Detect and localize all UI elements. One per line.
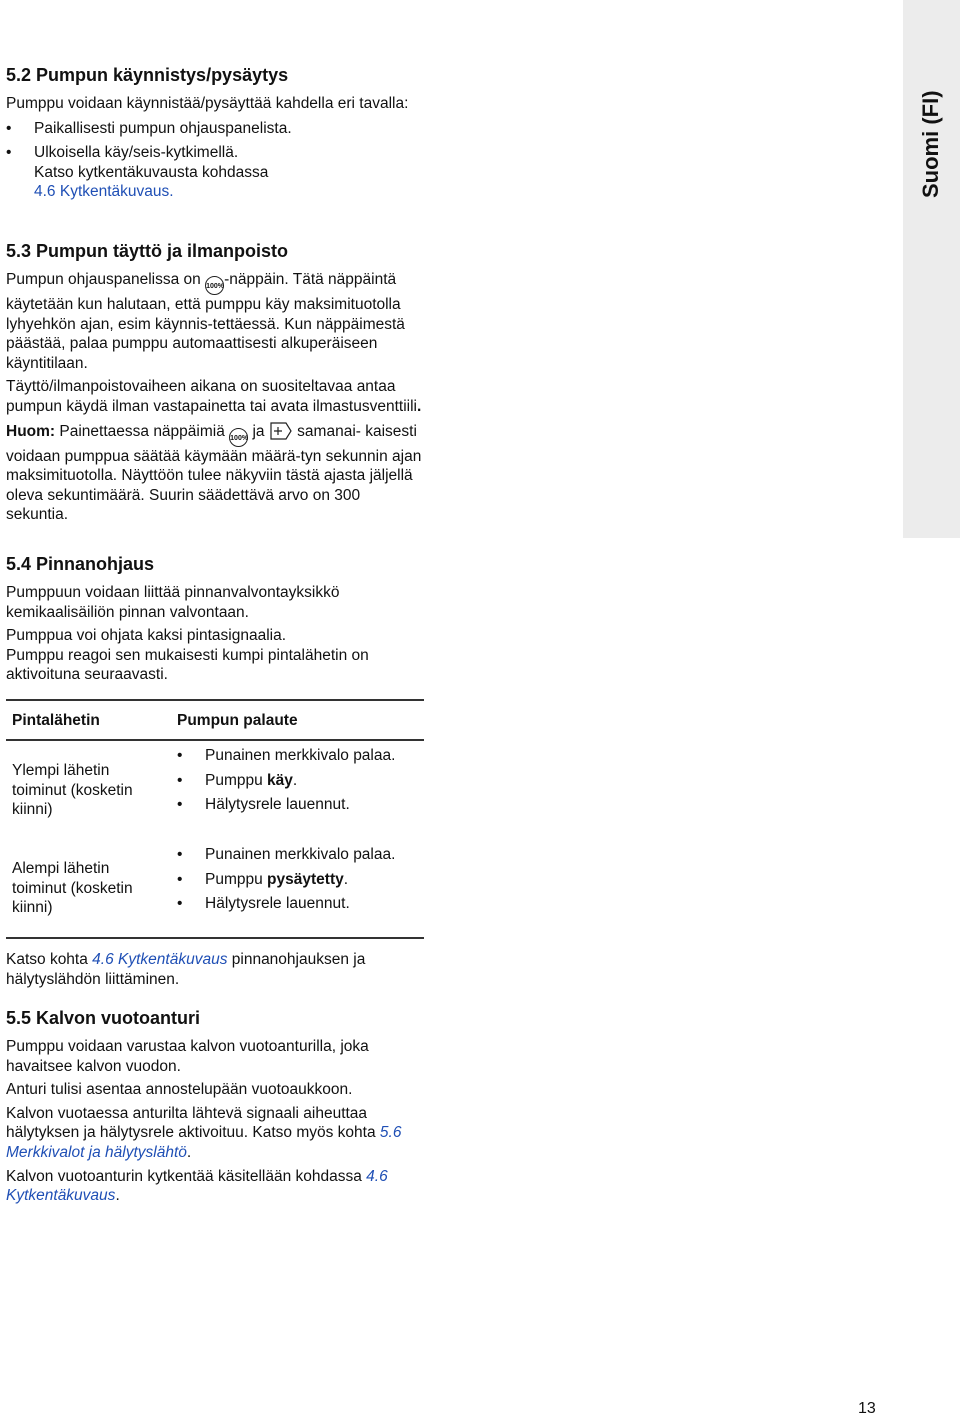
table-row-1-right	[177, 746, 417, 820]
table-row-2-right	[177, 845, 417, 919]
max-capacity-100-icon: 100%	[229, 428, 248, 447]
list-item-text: Katso kytkentäkuvausta kohdassa	[34, 163, 269, 181]
list-item-text: Ulkoisella käy/seis-kytkimellä.	[34, 144, 239, 162]
text: Täyttö/ilmanpoistovaiheen aikana on suositeltavaa antaa pumpun käydä ilman vastapainetta tai avata ilmastusventtiili	[6, 378, 417, 415]
text: .	[115, 1187, 120, 1205]
section-5-3	[6, 240, 424, 525]
text: ja	[252, 422, 265, 440]
list-item	[177, 894, 417, 914]
list-item-bold: pysäytetty	[267, 870, 344, 888]
list-item	[177, 870, 417, 890]
table-rule	[6, 699, 424, 701]
list-item-text: Paikallisesti pumpun ohjauspanelista.	[34, 119, 292, 137]
section-5-5-p3	[6, 1104, 424, 1163]
plus-key-icon	[269, 421, 293, 447]
section-5-4-after	[6, 950, 424, 989]
list-item-text: Hälytysrele lauennut.	[205, 895, 350, 913]
language-tab	[903, 0, 960, 538]
link-5-6[interactable]: 5.6 Merkkivalot ja hälytyslähtö	[6, 1124, 402, 1161]
text: Tätä näppäintä käytetään kun halutaan, että pumppu käy maksimituotolla lyhyehkön ajan, esim käynnis-tettäessä. Kun näppäimestä päästää, palaa pumppu automaattisesti alkuperäiseen käyntitilaan.	[6, 271, 405, 372]
section-5-4-p2: Pumppua voi ohjata kaksi pintasignaalia.	[6, 627, 287, 645]
section-5-2-title: 5.2 Pumpun käynnistys/pysäytys	[6, 65, 289, 85]
section-5-5-p4	[6, 1167, 424, 1206]
link-4-6[interactable]: 4.6 Kytkentäkuvaus	[6, 1167, 388, 1205]
section-5-3-note	[6, 421, 424, 525]
section-5-4-p3: Pumppu reagoi sen mukaisesti kumpi pintalähetin on aktivoituna seuraavasti.	[6, 646, 369, 684]
section-5-4	[6, 553, 424, 685]
page-number: 13	[858, 1400, 876, 1417]
section-5-2	[6, 64, 424, 202]
text: pinnanohjauksen ja hälytyslähdön liittäminen.	[6, 951, 366, 988]
link-4-6[interactable]: 4.6 Kytkentäkuvaus	[92, 951, 228, 968]
list-item	[6, 119, 424, 139]
section-5-3-p1	[6, 270, 424, 373]
section-5-4-p1: Pumppuun voidaan liittää pinnanvalvontayksikkö kemikaalisäiliön pinnan valvontaan.	[6, 584, 340, 621]
max-capacity-100-icon: 100%	[205, 276, 224, 295]
text: kaisesti voidaan pumppua säätää käymään määrä-tyn sekunnin ajan maksimituotolla. Näyttöön tulee näkyviin tästä ajasta jäljellä oleva sekuntimäärä. Suurin säädettävä arvo on 300 sekuntia.	[6, 422, 422, 524]
list-item	[6, 143, 424, 202]
section-5-2-list	[6, 119, 424, 202]
text: -näppäin.	[224, 271, 289, 288]
section-5-5-title: 5.5 Kalvon vuotoanturi	[6, 1008, 201, 1028]
list-item-text: Punainen merkkivalo palaa.	[205, 747, 396, 764]
list-item-text: Hälytysrele lauennut.	[205, 796, 350, 814]
list-item	[177, 771, 417, 791]
section-5-5-p1: Pumppu voidaan varustaa kalvon vuotoanturilla, joka havaitsee kalvon vuodon.	[6, 1038, 369, 1075]
table-header-right: Pumpun palaute	[177, 712, 298, 729]
text: Kalvon vuotaessa anturilta lähtevä signaali aiheuttaa hälytyksen ja hälytysrele aktivoituu. Katso myös kohta	[6, 1104, 380, 1142]
section-5-3-title: 5.3 Pumpun täyttö ja ilmanpoisto	[6, 241, 289, 261]
text: .	[186, 1143, 192, 1161]
section-5-4-after-text	[6, 950, 424, 989]
section-5-4-title: 5.4 Pinnanohjaus	[6, 554, 155, 574]
list-item-bold: käy	[267, 771, 293, 789]
note-label: Huom:	[6, 422, 56, 440]
table-row-1-left: Ylempi lähetin toiminut (kosketin kiinni)	[12, 762, 133, 819]
table-header-left: Pintalähetin	[12, 712, 100, 729]
section-5-5-p2: Anturi tulisi asentaa annostelupään vuotoaukkoon.	[6, 1081, 353, 1099]
text: Pumpun ohjauspanelissa on	[6, 271, 201, 288]
section-5-2-intro: Pumppu voidaan käynnistää/pysäyttää kahdella eri tavalla:	[6, 95, 409, 112]
table-row-2-left: Alempi lähetin toiminut (kosketin kiinni)	[12, 860, 133, 917]
list-item-text: Pumppu	[205, 870, 268, 888]
section-5-5	[6, 1007, 424, 1206]
text: Painettaessa näppäimiä	[59, 422, 225, 440]
table-rule	[6, 937, 424, 939]
text: samanai-	[297, 422, 361, 440]
language-tab-label: Suomi (FI)	[918, 90, 943, 198]
text: .	[416, 397, 422, 415]
list-item-text: .	[292, 771, 298, 789]
list-item-text: Punainen merkkivalo palaa.	[205, 846, 396, 863]
section-5-3-p2	[6, 377, 424, 416]
list-item	[177, 845, 417, 865]
link-4-6[interactable]: 4.6 Kytkentäkuvaus.	[34, 183, 174, 201]
table-rule	[6, 739, 424, 741]
text: Katso kohta	[6, 951, 93, 968]
text: Kalvon vuotoanturin kytkentää käsitellään kohdassa	[6, 1167, 367, 1185]
list-item-text: Pumppu	[205, 771, 268, 789]
list-item	[177, 746, 417, 766]
list-item	[177, 795, 417, 815]
list-item-text: .	[343, 870, 349, 888]
